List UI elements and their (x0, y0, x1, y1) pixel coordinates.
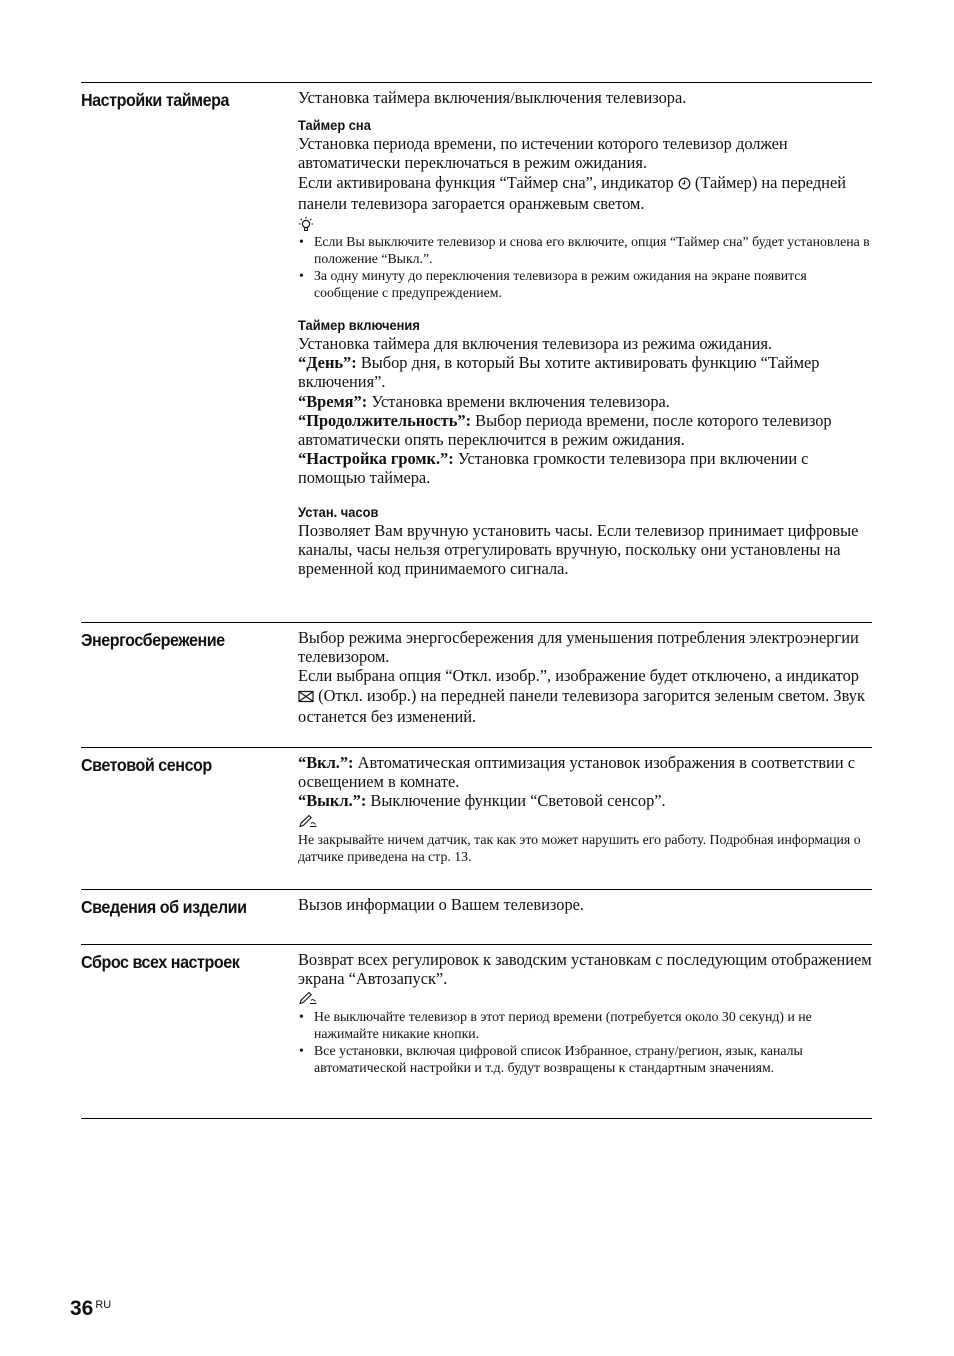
subheading-sleep-timer: Таймер сна (298, 117, 371, 134)
paragraph: Возврат всех регулировок к заводским установкам с последующим отображением экрана “Автозапуск”. (298, 950, 872, 989)
sleep-indicator-text: Если активирована функция “Таймер сна”, индикатор (298, 172, 674, 192)
paragraph (298, 353, 872, 391)
pencil-note-icon (298, 814, 872, 831)
option-text: Установка громкости телевизора при включении с помощью таймера. (298, 449, 809, 488)
paragraph: Выбор режима энергосбережения для уменьшения потребления электроэнергии телевизором. (298, 628, 859, 667)
note-text: Не закрывайте ничем датчик, так как это может нарушить его работу. Подробная информация о датчике приведена на стр. 13. (298, 831, 861, 864)
row-description (298, 83, 872, 622)
option-label: “День”: (298, 353, 357, 373)
list-item: • За одну минуту до переключения телевизора в режим ожидания на экране появится сообщение с предупреждением. (298, 267, 872, 301)
sleep-text: Установка периода времени, по истечении которого телевизор должен автоматически переключаться в режим ожидания. (298, 134, 788, 173)
list-item: • Все установки, включая цифровой список Избранное, страну/регион, язык, каналы автоматической настройки и т.д. будут возвращены к стандартным значениям. (298, 1042, 872, 1076)
subheading-clock: Устан. часов (298, 503, 379, 520)
paragraph (298, 392, 872, 411)
row-description (298, 623, 872, 747)
row-description (298, 748, 872, 889)
clock-text: Позволяет Вам вручную установить часы. Если телевизор принимает цифровые каналы, часы нельзя отрегулировать вручную, поскольку они установлены на временной код принимаемого сигнала. (298, 520, 859, 579)
intro-text: Установка таймера включения/выключения телевизора. (298, 88, 687, 107)
option-text: Выбор периода времени, после которого телевизор автоматически опять переключится в режим ожидания. (298, 410, 832, 450)
lightbulb-hint-icon (298, 216, 872, 233)
row-title: Сброс всех настроек (81, 952, 240, 972)
language-code: RU (95, 1299, 112, 1311)
row-reset-all (81, 944, 872, 1119)
option-label: “Вкл.”: (298, 753, 354, 772)
pencil-note-icon (298, 991, 872, 1008)
eco-text: Если выбрана опция “Откл. изобр.”, изображение будет отключено, а индикатор (298, 666, 859, 686)
option-label: “Настройка громк.”: (298, 449, 454, 469)
option-text: Выключение функции “Световой сенсор”. (366, 791, 666, 811)
page-number: 36 (70, 1297, 94, 1320)
option-text: Автоматическая оптимизация установок изображения в соответствии с освещением в комнате. (298, 753, 855, 792)
eco-text-end: (Откл. изобр.) на передней панели телевизора загорится зеленым светом. Звук останется без изменений. (298, 685, 865, 726)
row-product-info (81, 889, 872, 944)
row-description (298, 945, 872, 1118)
row-title: Энергосбережение (81, 630, 225, 650)
paragraph (298, 753, 872, 791)
row-light-sensor (81, 747, 872, 889)
settings-table (81, 82, 872, 1119)
row-description (298, 890, 872, 944)
paragraph (298, 666, 872, 726)
row-timer-settings (81, 82, 872, 622)
tips-list (298, 233, 872, 301)
on-timer-intro: Установка таймера для включения телевизора из режима ожидания. (298, 334, 773, 354)
paragraph (298, 449, 872, 487)
option-label: “Время”: (298, 391, 368, 411)
row-title: Сведения об изделии (81, 897, 247, 917)
timer-indicator-icon (678, 175, 691, 194)
option-label: “Продолжительность”: (298, 410, 472, 430)
notes-list (298, 1008, 872, 1076)
option-text: Выбор дня, в который Вы хотите активировать функцию “Таймер включения”. (298, 353, 820, 392)
page-footer (70, 1297, 111, 1321)
row-title: Настройки таймера (81, 90, 229, 110)
row-title: Световой сенсор (81, 755, 212, 775)
paragraph: Вызов информации о Вашем телевизоре. (298, 895, 585, 914)
picture-off-indicator-icon (298, 688, 314, 707)
row-energy-saving (81, 622, 872, 747)
paragraph (298, 173, 872, 213)
paragraph (298, 791, 872, 810)
paragraph (298, 411, 872, 449)
option-label: “Выкл.”: (298, 791, 367, 811)
sleep-indicator-text-end: (Таймер) на передней панели телевизора загорается оранжевым светом. (298, 172, 846, 213)
list-item: • Если Вы выключите телевизор и снова его включите, опция “Таймер сна” будет установлена в положение “Выкл.”. (298, 233, 872, 267)
paragraph (298, 134, 872, 172)
subheading-on-timer: Таймер включения (298, 317, 420, 334)
list-item: • Не выключайте телевизор в этот период времени (потребуется около 30 секунд) и не нажимайте никакие кнопки. (298, 1008, 872, 1042)
option-text: Установка времени включения телевизора. (367, 391, 670, 411)
